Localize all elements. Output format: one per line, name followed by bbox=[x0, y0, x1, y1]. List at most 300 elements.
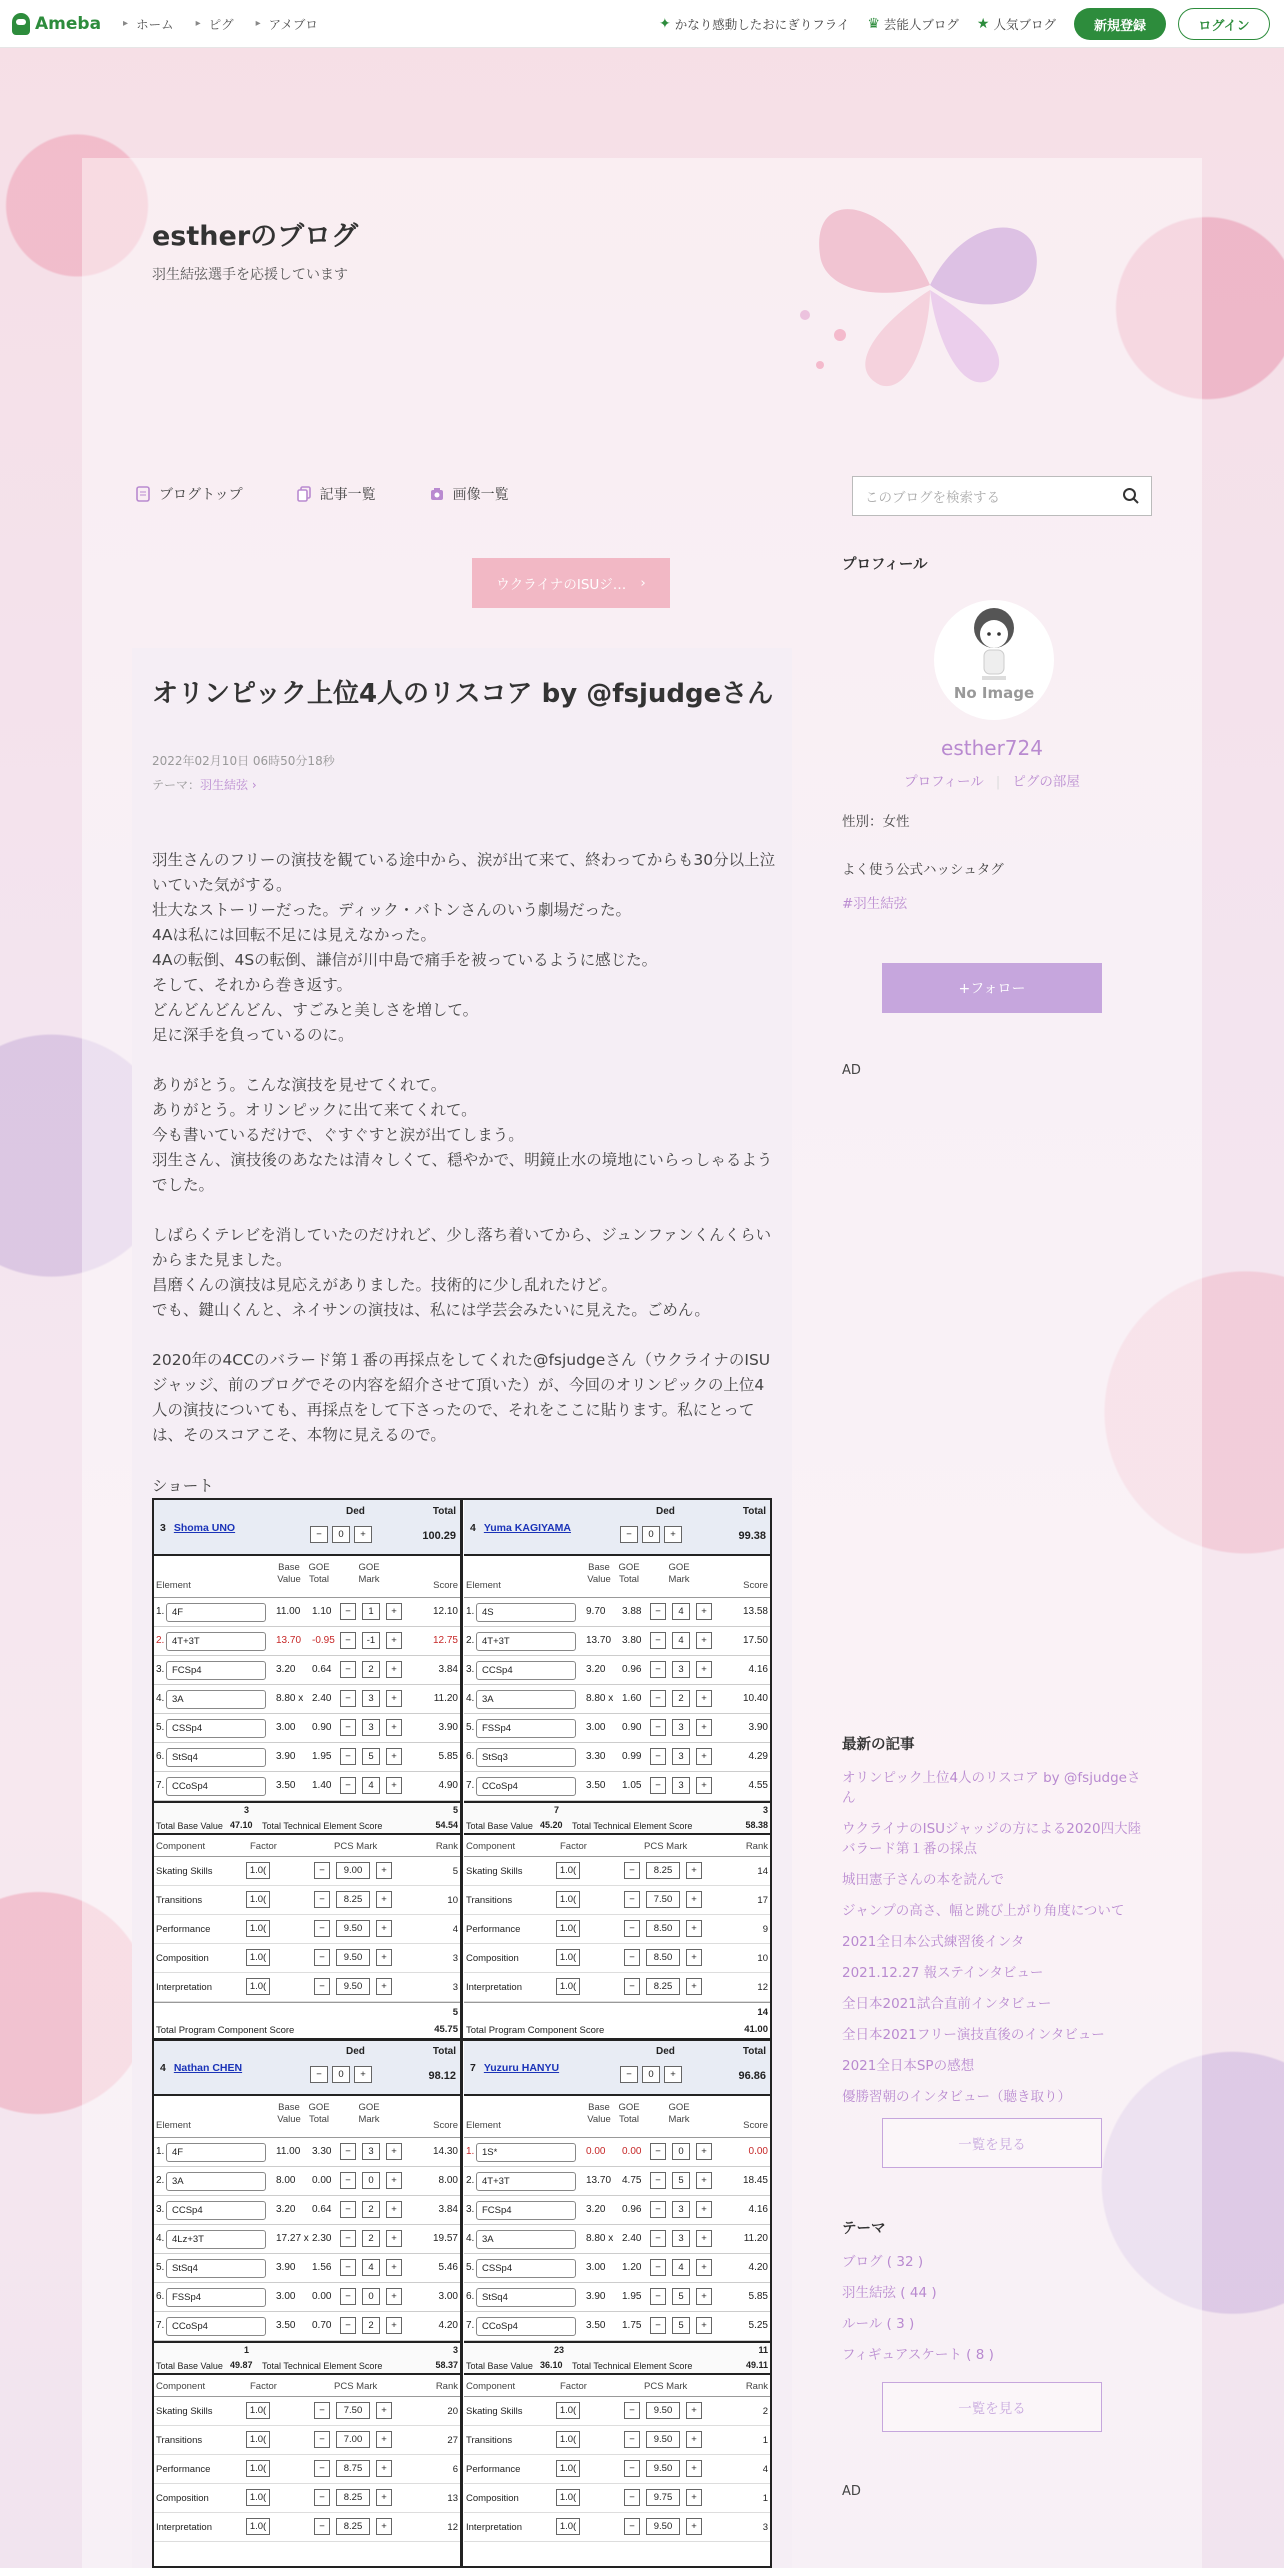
deduction-stepper[interactable] bbox=[620, 2066, 682, 2083]
goe-minus-button[interactable]: − bbox=[650, 2230, 666, 2247]
pcs-minus-button[interactable]: − bbox=[314, 1891, 330, 1908]
pcs-plus-button[interactable]: + bbox=[686, 2402, 702, 2419]
goe-minus-button[interactable]: − bbox=[650, 2259, 666, 2276]
goe-minus-button[interactable]: − bbox=[650, 1748, 666, 1765]
component-row bbox=[154, 2455, 462, 2484]
goe-total: 0.00 bbox=[312, 2291, 332, 2302]
goe-total: 1.05 bbox=[622, 1780, 642, 1791]
goe-plus-button[interactable]: + bbox=[696, 1719, 712, 1736]
pcs-plus-button[interactable]: + bbox=[686, 1891, 702, 1908]
skater-link[interactable]: Shoma UNO bbox=[173, 1522, 236, 1534]
pcs-plus-button[interactable]: + bbox=[376, 1949, 392, 1966]
goe-minus-button[interactable]: − bbox=[650, 2288, 666, 2305]
element-number: 1. bbox=[156, 1606, 165, 1617]
goe-plus-button[interactable]: + bbox=[696, 1603, 712, 1620]
component-rank: 13 bbox=[447, 2493, 458, 2504]
goe-total: 3.30 bbox=[312, 2146, 332, 2157]
element-row bbox=[464, 2254, 772, 2283]
article-line: 4Aの転倒、4Sの転倒、謙信が川中島で痛手を被っているように感じた。 bbox=[152, 951, 658, 969]
col-goe-mark: GOE Mark bbox=[668, 2102, 690, 2125]
pcs-minus-button[interactable]: − bbox=[314, 1949, 330, 1966]
element-row bbox=[464, 1772, 772, 1801]
factor-input[interactable]: 1.0( bbox=[556, 1920, 580, 1937]
pcs-plus-button[interactable]: + bbox=[376, 1862, 392, 1879]
factor-input[interactable]: 1.0( bbox=[556, 2431, 580, 2448]
element-row bbox=[154, 1743, 462, 1772]
total-label: Total bbox=[432, 2046, 456, 2057]
pcs-minus-button[interactable]: − bbox=[314, 2489, 330, 2506]
deduction-stepper[interactable] bbox=[310, 2066, 372, 2083]
goe-plus-button[interactable]: + bbox=[696, 1748, 712, 1765]
element-score: 4.29 bbox=[748, 1751, 768, 1762]
goe-minus-button[interactable]: − bbox=[650, 1632, 666, 1649]
ded-label: Ded bbox=[656, 2046, 675, 2057]
goe-plus-button[interactable]: + bbox=[696, 2143, 712, 2160]
deduction-stepper[interactable] bbox=[620, 1526, 682, 1543]
goe-minus-button[interactable]: − bbox=[340, 1632, 356, 1649]
goe-mark-value: 0 bbox=[362, 2172, 380, 2189]
element-number: 2. bbox=[466, 1635, 475, 1646]
element-input[interactable]: 4T+3T bbox=[476, 1632, 576, 1651]
component-row bbox=[154, 2513, 462, 2542]
tbv-rank: 7 bbox=[554, 1805, 560, 1815]
goe-plus-button[interactable]: + bbox=[386, 2172, 402, 2189]
celeb-blog-link[interactable] bbox=[867, 15, 959, 33]
pig-room-link[interactable]: ピグの部屋 bbox=[1012, 774, 1080, 790]
theme-label: テーマ： bbox=[152, 778, 201, 792]
plus-button[interactable]: + bbox=[664, 2066, 682, 2083]
tbv-rank: 1 bbox=[244, 2345, 250, 2355]
pcs-minus-button[interactable]: − bbox=[314, 2402, 330, 2419]
pcs-minus-button[interactable]: − bbox=[624, 1920, 640, 1937]
nav-article-list[interactable] bbox=[297, 484, 376, 504]
minus-button[interactable]: − bbox=[310, 1526, 328, 1543]
ameba-logo[interactable] bbox=[12, 13, 101, 35]
element-number: 3. bbox=[466, 1664, 475, 1675]
latest-article-link[interactable]: 優勝習朝のインタビュー（聴き取り） bbox=[842, 2089, 1071, 2105]
component-name: Performance bbox=[466, 1924, 521, 1935]
element-table-header bbox=[464, 1556, 772, 1598]
article-line: 羽生さんのフリーの演技を観ている途中から、涙が出て来て、終わってからも30分以上泣いていた気がする。 bbox=[152, 851, 776, 894]
tbv-rank: 3 bbox=[244, 1805, 250, 1815]
tes-rank: 3 bbox=[762, 1805, 768, 1815]
pcs-minus-button[interactable]: − bbox=[624, 2402, 640, 2419]
pcs-mark-value: 9.75 bbox=[646, 2489, 680, 2506]
goe-minus-button[interactable]: − bbox=[650, 2317, 666, 2334]
goe-plus-button[interactable]: + bbox=[386, 2230, 402, 2247]
pcs-minus-button[interactable]: − bbox=[314, 1978, 330, 1995]
goe-mark-value: 3 bbox=[362, 1690, 380, 1707]
see-all-articles-button[interactable]: 一覧を見る bbox=[882, 2118, 1102, 2168]
goe-plus-button[interactable]: + bbox=[386, 2201, 402, 2218]
goe-plus-button[interactable]: + bbox=[386, 2288, 402, 2305]
element-score: 3.84 bbox=[438, 1664, 458, 1675]
article-line: 足に深手を負っているのに。 bbox=[152, 1026, 354, 1044]
pcs-rank: 5 bbox=[452, 2007, 458, 2018]
base-value: 3.20 bbox=[276, 2204, 296, 2215]
pcs-minus-button[interactable]: − bbox=[314, 2460, 330, 2477]
pcs-plus-button[interactable]: + bbox=[376, 2518, 392, 2535]
article-line: 羽生さん、演技後のあなたは清々しくて、穏やかで、明鏡止水の境地にいらっしゃるようでした。 bbox=[152, 1151, 773, 1194]
username[interactable]: esther724 bbox=[941, 736, 1043, 760]
see-all-themes-button[interactable]: 一覧を見る bbox=[882, 2382, 1102, 2432]
goe-plus-button[interactable]: + bbox=[696, 1661, 712, 1678]
article-theme bbox=[152, 776, 257, 793]
pcs-minus-button[interactable]: − bbox=[624, 2460, 640, 2477]
component-rank: 4 bbox=[452, 1924, 458, 1935]
element-input[interactable]: 3A bbox=[476, 1690, 576, 1709]
goe-plus-button[interactable]: + bbox=[696, 1632, 712, 1649]
theme-link[interactable]: 羽生結弦 ( 44 ) bbox=[842, 2285, 937, 2301]
element-input[interactable]: StSq4 bbox=[476, 2288, 576, 2307]
pcs-minus-button[interactable]: − bbox=[624, 1891, 640, 1908]
goe-plus-button[interactable]: + bbox=[696, 1777, 712, 1794]
goe-plus-button[interactable]: + bbox=[386, 2143, 402, 2160]
goe-plus-button[interactable]: + bbox=[386, 1748, 402, 1765]
goe-plus-button[interactable]: + bbox=[386, 2317, 402, 2334]
pcs-total-label: Total Program Component Score bbox=[156, 2025, 295, 2036]
plus-button[interactable]: + bbox=[354, 1526, 372, 1543]
butterfly-decoration bbox=[780, 175, 1060, 405]
element-number: 5. bbox=[466, 1722, 475, 1733]
component-row bbox=[154, 1973, 462, 2002]
element-input[interactable]: 3A bbox=[476, 2230, 576, 2249]
col-element: Element bbox=[466, 1580, 501, 1591]
col-pcs-mark: PCS Mark bbox=[334, 1841, 378, 1852]
goe-minus-button[interactable]: − bbox=[340, 2143, 356, 2160]
featured-link[interactable] bbox=[659, 15, 849, 33]
pcs-plus-button[interactable]: + bbox=[686, 1920, 702, 1937]
pcs-minus-button[interactable]: − bbox=[624, 1862, 640, 1879]
goe-plus-button[interactable]: + bbox=[696, 2259, 712, 2276]
goe-plus-button[interactable]: + bbox=[696, 2172, 712, 2189]
col-score: Score bbox=[433, 1580, 458, 1591]
factor-input[interactable]: 1.0( bbox=[556, 2489, 580, 2506]
factor-input[interactable]: 1.0( bbox=[556, 2460, 580, 2477]
component-row bbox=[154, 2426, 462, 2455]
nav-home[interactable] bbox=[123, 15, 174, 33]
tes-rank: 11 bbox=[758, 2345, 768, 2355]
element-input[interactable]: CCoSp4 bbox=[166, 2317, 266, 2336]
latest-article-link[interactable]: 2021全日本SPの感想 bbox=[842, 2058, 975, 2074]
component-name: Skating Skills bbox=[466, 1866, 523, 1877]
col-score: Score bbox=[433, 2120, 458, 2131]
goe-minus-button[interactable]: − bbox=[650, 1719, 666, 1736]
element-score: 3.90 bbox=[748, 1722, 768, 1733]
goe-plus-button[interactable]: + bbox=[386, 1603, 402, 1620]
pcs-mark-value: 8.25 bbox=[336, 2518, 370, 2535]
goe-minus-button[interactable]: − bbox=[650, 1603, 666, 1620]
element-input[interactable]: 1S* bbox=[476, 2143, 576, 2162]
article-paragraph bbox=[152, 1223, 777, 1323]
element-score: 8.00 bbox=[438, 2175, 458, 2186]
goe-mark-value: 3 bbox=[672, 1777, 690, 1794]
goe-minus-button[interactable]: − bbox=[340, 2317, 356, 2334]
goe-minus-button[interactable]: − bbox=[340, 1690, 356, 1707]
skater-name bbox=[470, 2062, 559, 2074]
article-title[interactable]: オリンピック上位4人のリスコア by @fsjudgeさん bbox=[152, 679, 774, 709]
factor-input[interactable]: 1.0( bbox=[246, 2402, 270, 2419]
factor-input[interactable]: 1.0( bbox=[246, 1891, 270, 1908]
nav-image-list-label: 画像一覧 bbox=[452, 487, 509, 503]
element-input[interactable]: FSSp4 bbox=[476, 1719, 576, 1738]
signup-button[interactable]: 新規登録 bbox=[1074, 8, 1166, 40]
factor-input[interactable]: 1.0( bbox=[246, 2489, 270, 2506]
element-score: 19.57 bbox=[432, 2233, 458, 2244]
goe-minus-button[interactable]: − bbox=[340, 2288, 356, 2305]
goe-minus-button[interactable]: − bbox=[340, 1603, 356, 1620]
col-rank: Rank bbox=[745, 2381, 768, 2392]
pcs-total-label: Total Program Component Score bbox=[466, 2025, 605, 2036]
tes-summary bbox=[154, 2341, 462, 2375]
pcs-minus-button[interactable]: − bbox=[624, 2489, 640, 2506]
minus-button[interactable]: − bbox=[620, 1526, 638, 1543]
plus-button[interactable]: + bbox=[354, 2066, 372, 2083]
goe-plus-button[interactable]: + bbox=[386, 2259, 402, 2276]
factor-input[interactable]: 1.0( bbox=[246, 1862, 270, 1879]
ded-label: Ded bbox=[346, 1506, 365, 1517]
goe-plus-button[interactable]: + bbox=[386, 1690, 402, 1707]
pcs-minus-button[interactable]: − bbox=[314, 1920, 330, 1937]
factor-input[interactable]: 1.0( bbox=[556, 1891, 580, 1908]
element-input[interactable]: 4Lz+3T bbox=[166, 2230, 266, 2249]
goe-minus-button[interactable]: − bbox=[340, 1719, 356, 1736]
pcs-minus-button[interactable]: − bbox=[314, 2518, 330, 2535]
goe-plus-button[interactable]: + bbox=[386, 1719, 402, 1736]
element-input[interactable]: 3A bbox=[166, 1690, 266, 1709]
element-input[interactable]: FCSp4 bbox=[166, 1661, 266, 1680]
factor-input[interactable]: 1.0( bbox=[246, 1978, 270, 1995]
component-name: Composition bbox=[466, 2493, 519, 2504]
element-input[interactable]: CCoSp4 bbox=[166, 1777, 266, 1796]
pcs-minus-button[interactable]: − bbox=[624, 1978, 640, 1995]
element-input[interactable]: CCoSp4 bbox=[476, 2317, 576, 2336]
goe-minus-button[interactable]: − bbox=[340, 1777, 356, 1794]
element-input[interactable]: CCSp4 bbox=[476, 1661, 576, 1680]
latest-article-link[interactable]: 2021.12.27 報ステインタビュー bbox=[842, 1965, 1044, 1981]
prev-article-button[interactable] bbox=[472, 558, 670, 608]
skater-link[interactable]: Yuzuru HANYU bbox=[483, 2062, 560, 2074]
goe-minus-button[interactable]: − bbox=[650, 2172, 666, 2189]
factor-input[interactable]: 1.0( bbox=[246, 2518, 270, 2535]
col-pcs-mark: PCS Mark bbox=[644, 2381, 688, 2392]
goe-mark-value: 2 bbox=[362, 2201, 380, 2218]
element-input[interactable]: CSSp4 bbox=[166, 1719, 266, 1738]
factor-input[interactable]: 1.0( bbox=[246, 2460, 270, 2477]
blog-title[interactable]: estherのブログ bbox=[152, 221, 359, 252]
sparkle-icon: ✦ bbox=[658, 16, 671, 32]
goe-minus-button[interactable]: − bbox=[650, 1777, 666, 1794]
chevron-right-icon: ▸ bbox=[123, 18, 129, 29]
element-input[interactable]: 4T+3T bbox=[476, 2172, 576, 2191]
goe-plus-button[interactable]: + bbox=[696, 1690, 712, 1707]
goe-plus-button[interactable]: + bbox=[696, 2230, 712, 2247]
col-element: Element bbox=[156, 1580, 191, 1591]
skater-link[interactable]: Yuma KAGIYAMA bbox=[483, 1522, 571, 1534]
factor-input[interactable]: 1.0( bbox=[556, 1978, 580, 1995]
base-value: 3.00 bbox=[586, 2262, 606, 2273]
pcs-plus-button[interactable]: + bbox=[376, 1920, 392, 1937]
pcs-minus-button[interactable]: − bbox=[624, 1949, 640, 1966]
pcs-plus-button[interactable]: + bbox=[376, 2431, 392, 2448]
goe-plus-button[interactable]: + bbox=[696, 2201, 712, 2218]
goe-minus-button[interactable]: − bbox=[340, 2172, 356, 2189]
goe-total: 2.40 bbox=[622, 2233, 642, 2244]
theme-link[interactable]: ブログ ( 32 ) bbox=[842, 2254, 924, 2270]
pcs-plus-button[interactable]: + bbox=[686, 1862, 702, 1879]
latest-heading: 最新の記事 bbox=[842, 1737, 915, 1753]
pcs-plus-button[interactable]: + bbox=[376, 2460, 392, 2477]
nav-pig-label: ピグ bbox=[208, 16, 234, 32]
login-button[interactable]: ログイン bbox=[1178, 8, 1270, 40]
panel-divider bbox=[460, 1500, 463, 2566]
element-input[interactable]: StSq3 bbox=[476, 1748, 576, 1767]
element-input[interactable]: FSSp4 bbox=[166, 2288, 266, 2307]
pcs-plus-button[interactable]: + bbox=[376, 2489, 392, 2506]
latest-article-link[interactable]: 城田憲子さんの本を読んで bbox=[842, 1872, 1004, 1888]
element-row bbox=[154, 2283, 462, 2312]
factor-input[interactable]: 1.0( bbox=[556, 1949, 580, 1966]
element-input[interactable]: CCSp4 bbox=[166, 2201, 266, 2220]
skater-header bbox=[154, 1500, 462, 1556]
nav-ameblo[interactable] bbox=[256, 15, 318, 33]
crown-icon: ♛ bbox=[867, 16, 880, 32]
component-name: Interpretation bbox=[156, 2522, 212, 2533]
pcs-plus-button[interactable]: + bbox=[686, 2460, 702, 2477]
tes-label: Total Technical Element Score bbox=[262, 2361, 383, 2371]
follow-button[interactable]: +フォロー bbox=[882, 963, 1102, 1013]
goe-plus-button[interactable]: + bbox=[386, 1661, 402, 1678]
goe-mark-value: 3 bbox=[672, 2201, 690, 2218]
element-input[interactable]: CCoSp4 bbox=[476, 1777, 576, 1796]
document-icon bbox=[136, 486, 150, 502]
element-input[interactable]: FCSp4 bbox=[476, 2201, 576, 2220]
element-input[interactable]: CSSp4 bbox=[476, 2259, 576, 2278]
goe-total: 1.75 bbox=[622, 2320, 642, 2331]
latest-article-link[interactable]: ウクライナのISUジャッジの方による2020四大陸バラード第１番の採点 bbox=[842, 1821, 1142, 1857]
goe-minus-button[interactable]: − bbox=[340, 2259, 356, 2276]
pcs-mark-value: 7.50 bbox=[336, 2402, 370, 2419]
nav-image-list[interactable] bbox=[430, 484, 509, 504]
ad-label-bottom: AD bbox=[842, 2484, 861, 2499]
factor-input[interactable]: 1.0( bbox=[556, 2402, 580, 2419]
theme-list bbox=[842, 2252, 994, 2376]
element-input[interactable]: StSq4 bbox=[166, 1748, 266, 1767]
goe-minus-button[interactable]: − bbox=[340, 1661, 356, 1678]
plus-button[interactable]: + bbox=[664, 1526, 682, 1543]
pcs-plus-button[interactable]: + bbox=[686, 2489, 702, 2506]
goe-minus-button[interactable]: − bbox=[650, 2201, 666, 2218]
component-row bbox=[154, 2484, 462, 2513]
element-input[interactable]: 4F bbox=[166, 2143, 266, 2162]
search-icon[interactable] bbox=[1111, 487, 1151, 505]
goe-total: 1.10 bbox=[312, 1606, 332, 1617]
goe-mark-value: 4 bbox=[672, 1603, 690, 1620]
pcs-plus-button[interactable]: + bbox=[686, 1978, 702, 1995]
base-value: 3.50 bbox=[276, 2320, 296, 2331]
component-row bbox=[154, 1857, 462, 1886]
minus-button[interactable]: − bbox=[310, 2066, 328, 2083]
goe-plus-button[interactable]: + bbox=[696, 2317, 712, 2334]
hashtag-link[interactable]: #羽生結弦 bbox=[842, 896, 908, 912]
element-number: 4. bbox=[466, 1693, 475, 1704]
element-input[interactable]: 4F bbox=[166, 1603, 266, 1622]
component-name: Performance bbox=[466, 2464, 521, 2475]
nav-blog-top[interactable] bbox=[136, 484, 243, 504]
theme-link[interactable]: フィギュアスケート ( 8 ) bbox=[842, 2347, 994, 2363]
goe-minus-button[interactable]: − bbox=[650, 1690, 666, 1707]
skater-link[interactable]: Nathan CHEN bbox=[173, 2062, 243, 2074]
latest-article-link[interactable]: 2021全日本公式練習後インタ bbox=[842, 1934, 1025, 1950]
goe-plus-button[interactable]: + bbox=[696, 2288, 712, 2305]
goe-mark-value: 5 bbox=[672, 2317, 690, 2334]
avatar[interactable] bbox=[934, 600, 1054, 720]
theme-link[interactable]: ルール ( 3 ) bbox=[842, 2316, 915, 2332]
score-sheet-image[interactable] bbox=[152, 1498, 772, 2568]
latest-article-link[interactable]: 全日本2021試合直前インタビュー bbox=[842, 1996, 1052, 2012]
profile-link[interactable]: プロフィール bbox=[904, 774, 984, 790]
deduction-stepper[interactable] bbox=[310, 1526, 372, 1543]
element-row bbox=[464, 2138, 772, 2167]
pcs-plus-button[interactable]: + bbox=[686, 1949, 702, 1966]
goe-minus-button[interactable]: − bbox=[340, 2230, 356, 2247]
goe-minus-button[interactable]: − bbox=[650, 1661, 666, 1678]
element-input[interactable]: 4S bbox=[476, 1603, 576, 1622]
pcs-plus-button[interactable]: + bbox=[376, 1891, 392, 1908]
col-goe-mark: GOE Mark bbox=[668, 1562, 690, 1585]
minus-button[interactable]: − bbox=[620, 2066, 638, 2083]
element-input[interactable]: StSq4 bbox=[166, 2259, 266, 2278]
pcs-plus-button[interactable]: + bbox=[686, 2431, 702, 2448]
component-rank: 10 bbox=[757, 1953, 768, 1964]
pcs-minus-button[interactable]: − bbox=[314, 1862, 330, 1879]
factor-input[interactable]: 1.0( bbox=[246, 2431, 270, 2448]
skater-name bbox=[470, 1522, 571, 1534]
pcs-plus-button[interactable]: + bbox=[376, 2402, 392, 2419]
pcs-minus-button[interactable]: − bbox=[314, 2431, 330, 2448]
factor-input[interactable]: 1.0( bbox=[246, 1949, 270, 1966]
goe-minus-button[interactable]: − bbox=[340, 1748, 356, 1765]
blog-search-input[interactable] bbox=[852, 476, 1152, 516]
latest-article-link[interactable]: 全日本2021フリー演技直後のインタビュー bbox=[842, 2027, 1105, 2043]
total-score: 99.38 bbox=[738, 1530, 766, 1542]
pcs-plus-button[interactable]: + bbox=[686, 2518, 702, 2535]
goe-minus-button[interactable]: − bbox=[650, 2143, 666, 2160]
pcs-minus-button[interactable]: − bbox=[624, 2518, 640, 2535]
factor-input[interactable]: 1.0( bbox=[246, 1920, 270, 1937]
goe-total: 0.00 bbox=[622, 2146, 642, 2157]
goe-minus-button[interactable]: − bbox=[340, 2201, 356, 2218]
theme-link[interactable]: 羽生結弦 bbox=[200, 778, 249, 792]
total-score: 100.29 bbox=[422, 1530, 456, 1542]
latest-article-link[interactable]: オリンピック上位4人のリスコア by @fsjudgeさん bbox=[842, 1770, 1141, 1806]
element-number: 1. bbox=[156, 2146, 165, 2157]
component-name: Transitions bbox=[156, 1895, 203, 1906]
element-input[interactable]: 3A bbox=[166, 2172, 266, 2191]
element-input[interactable]: 4T+3T bbox=[166, 1632, 266, 1651]
nav-pig[interactable] bbox=[196, 15, 234, 33]
pcs-minus-button[interactable]: − bbox=[624, 2431, 640, 2448]
base-value: 3.00 bbox=[276, 1722, 296, 1733]
popular-blog-link[interactable] bbox=[977, 15, 1056, 33]
latest-article-link[interactable]: ジャンプの高さ、幅と跳び上がり角度について bbox=[842, 1903, 1125, 1919]
goe-plus-button[interactable]: + bbox=[386, 1777, 402, 1794]
goe-plus-button[interactable]: + bbox=[386, 1632, 402, 1649]
ameba-logo-text: Ameba bbox=[35, 13, 102, 34]
factor-input[interactable]: 1.0( bbox=[556, 1862, 580, 1879]
factor-input[interactable]: 1.0( bbox=[556, 2518, 580, 2535]
pcs-plus-button[interactable]: + bbox=[376, 1978, 392, 1995]
